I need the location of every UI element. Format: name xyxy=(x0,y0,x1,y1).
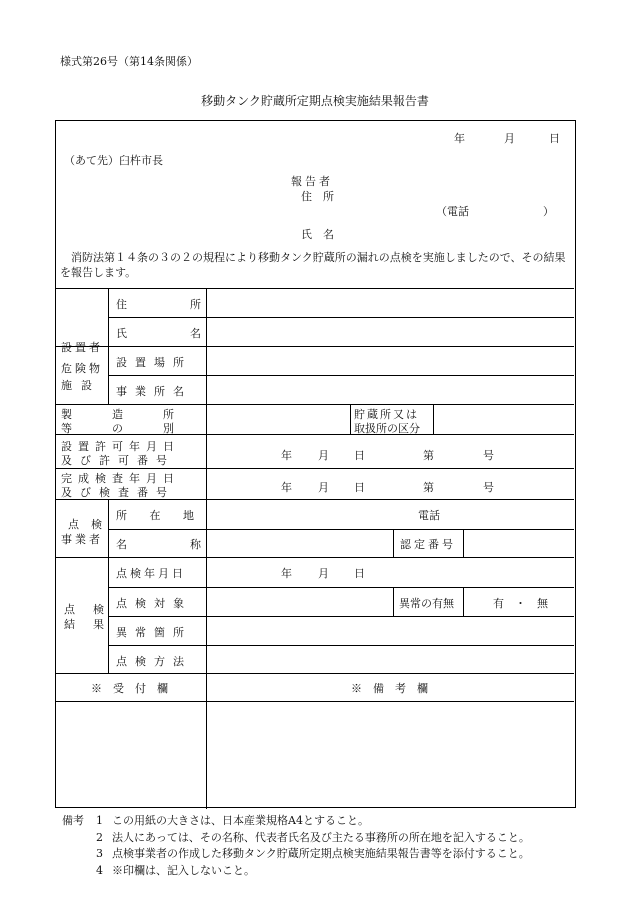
reporter-name-label: 氏 名 xyxy=(301,228,334,241)
addressee: （あて先）臼杵市長 xyxy=(64,154,163,167)
reception-column-label: ※ 受 付 欄 xyxy=(91,682,168,695)
inspection-date-year: 年 xyxy=(281,567,292,580)
location-label: 設置場所 xyxy=(116,356,192,369)
permit-label-2: 及び許可番号 xyxy=(61,454,175,467)
permit-month-label: 月 xyxy=(318,449,329,462)
report-form xyxy=(55,120,576,808)
date-month-label: 月 xyxy=(504,132,515,145)
form-title: 移動タンク貯蔵所定期点検実施結果報告書 xyxy=(201,94,429,108)
note-text: この用紙の大きさは、日本産業規格A4とすること。 xyxy=(112,814,369,827)
installer-address-label: 住 所 xyxy=(116,298,201,311)
note-text: ※印欄は、記入しないこと。 xyxy=(112,863,255,877)
permit-number-suffix: 号 xyxy=(483,449,494,462)
inspection-label-1: 完成検査年月日 xyxy=(61,472,180,485)
inspection-method-label: 点検方法 xyxy=(116,655,192,668)
result-label-1: 点検 xyxy=(64,603,122,616)
reporter-label: 報告者 xyxy=(291,175,333,188)
storage-class-label-1: 貯蔵所又は xyxy=(354,408,419,421)
remarks-column-label: ※ 備 考 欄 xyxy=(351,682,428,695)
note-number: 4 xyxy=(96,863,103,877)
date-year-label: 年 xyxy=(454,132,465,145)
note-number: 2 xyxy=(96,830,103,844)
inspection-number-prefix: 第 xyxy=(423,481,434,494)
abnormal-location-label: 異常箇所 xyxy=(116,626,192,639)
installer-label: 設置者 xyxy=(61,341,103,354)
inspection-date-month: 月 xyxy=(318,567,329,580)
reporter-address-label: 住 所 xyxy=(301,190,334,203)
mfg-class-label-2: 等の別 xyxy=(61,422,214,435)
inspection-date-label: 点検年月日 xyxy=(116,567,186,580)
contractor-name-label: 名 称 xyxy=(116,538,201,551)
permit-number-prefix: 第 xyxy=(423,449,434,462)
mfg-class-label-1: 製造所 xyxy=(61,408,214,421)
contractor-label-2: 事業者 xyxy=(61,533,103,546)
installer-name-label: 氏 名 xyxy=(116,327,201,340)
inspection-year-label: 年 xyxy=(281,481,292,494)
abnormal-presence-label: 異常の有無 xyxy=(399,597,454,610)
yes-no-choice[interactable]: 有 ・ 無 xyxy=(493,597,548,610)
note-text: 点検事業者の作成した移動タンク貯蔵所定期点検実施結果報告書等を添付すること。 xyxy=(112,847,530,860)
inspection-label-2: 及び検査番号 xyxy=(61,486,175,499)
inspection-date-day: 日 xyxy=(354,567,365,580)
permit-label-1: 設置許可年月日 xyxy=(61,440,180,453)
inspection-month-label: 月 xyxy=(318,481,329,494)
inspection-day-label: 日 xyxy=(354,481,365,494)
facility-label-2: 施設 xyxy=(61,379,101,392)
date-day-label: 日 xyxy=(549,132,560,145)
storage-class-label-2: 取扱所の区分 xyxy=(354,422,420,435)
inspection-target-label: 点検対象 xyxy=(116,597,192,610)
note-number: 3 xyxy=(96,847,103,860)
note-text: 法人にあっては、その名称、代表者氏名及び主たる事務所の所在地を記入すること。 xyxy=(112,830,530,844)
notes xyxy=(62,813,530,879)
permit-year-label: 年 xyxy=(281,449,292,462)
reporter-phone-close: ） xyxy=(543,205,554,218)
cert-number-label: 認定番号 xyxy=(400,538,456,551)
permit-day-label: 日 xyxy=(354,449,365,462)
report-statement: 消防法第１４条の３の２の規程により移動タンク貯蔵所の漏れの点検を実施しましたので、その結果を報告します。 xyxy=(60,251,566,279)
note-number: 1 xyxy=(96,814,103,827)
contractor-label-1: 点検 xyxy=(68,518,114,531)
form-number: 様式第26号（第14条関係） xyxy=(60,55,198,68)
notes-heading: 備考 xyxy=(62,814,84,827)
result-label-2: 結果 xyxy=(64,618,122,631)
inspection-number-suffix: 号 xyxy=(483,481,494,494)
contractor-phone-label: 電話 xyxy=(418,509,440,522)
contractor-location-label: 所 在 地 xyxy=(116,509,194,522)
office-name-label: 事業所名 xyxy=(116,385,192,398)
reporter-phone-label: （電話 xyxy=(436,205,469,218)
facility-label-1: 危険物 xyxy=(61,362,103,375)
